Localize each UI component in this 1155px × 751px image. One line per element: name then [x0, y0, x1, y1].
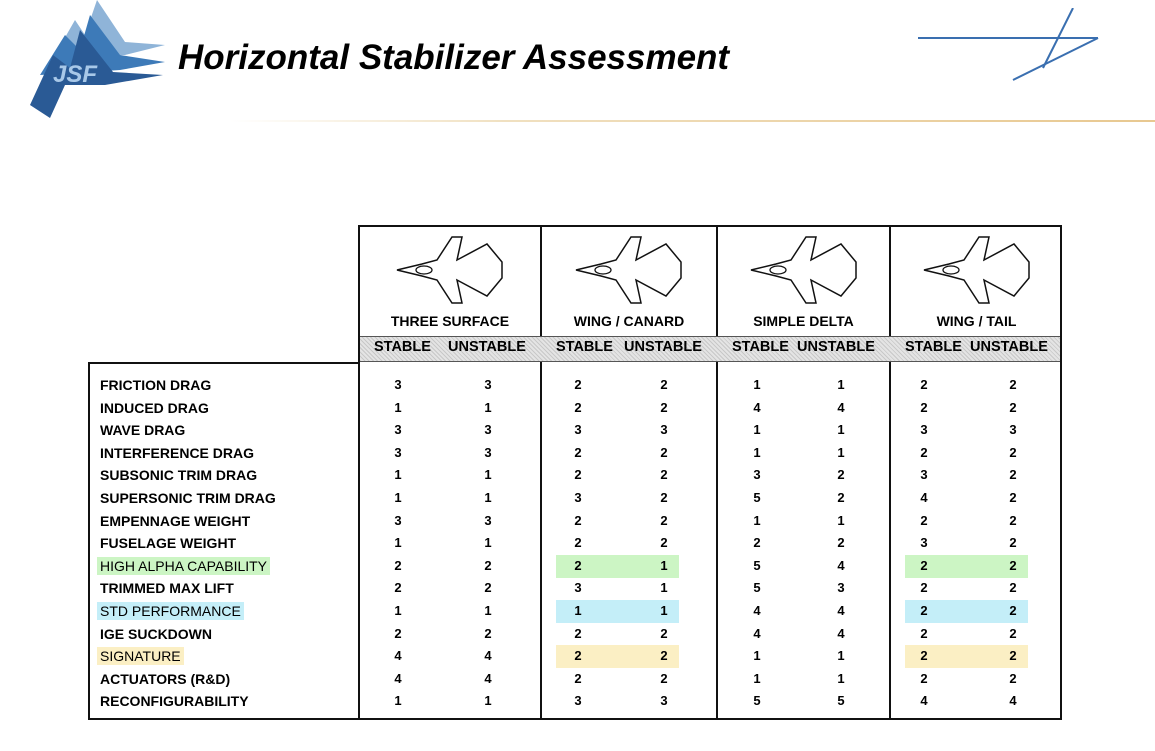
score-cell: 2	[1009, 399, 1017, 415]
criterion-label: INDUCED DRAG	[100, 399, 209, 416]
score-cell: 3	[484, 422, 492, 438]
score-cell: 2	[660, 535, 668, 551]
score-cell: 2	[394, 580, 402, 596]
stable-header: STABLE	[556, 339, 613, 355]
score-cell: 3	[1009, 422, 1017, 438]
score-cell: 2	[1009, 377, 1017, 392]
score-cell: 1	[484, 467, 492, 483]
score-cell: 2	[660, 648, 668, 664]
criterion-label: WAVE DRAG	[100, 422, 186, 439]
column-divider	[889, 225, 891, 720]
score-cell: 1	[394, 603, 402, 618]
score-cell: 5	[837, 693, 845, 709]
score-cell: 2	[1009, 535, 1017, 551]
criterion-label: SUBSONIC TRIM DRAG	[100, 467, 258, 484]
score-cell: 2	[574, 670, 582, 686]
score-cell: 2	[920, 580, 928, 596]
score-cell: 2	[574, 444, 582, 460]
score-cell: 1	[484, 490, 492, 505]
unstable-header: UNSTABLE	[970, 339, 1048, 355]
score-cell: 2	[574, 399, 582, 415]
criterion-label: TRIMMED MAX LIFT	[100, 580, 234, 597]
score-cell: 3	[484, 512, 492, 528]
unstable-header: UNSTABLE	[624, 339, 702, 355]
score-cell: 1	[484, 535, 492, 551]
score-cell: 3	[394, 512, 402, 528]
score-cell: 2	[660, 444, 668, 460]
criterion-label: ACTUATORS (R&D)	[100, 670, 231, 687]
score-cell: 2	[574, 625, 582, 641]
score-cell: 1	[394, 693, 402, 709]
score-cell: 1	[484, 399, 492, 415]
unstable-header: UNSTABLE	[448, 339, 526, 355]
criterion-label: SUPERSONIC TRIM DRAG	[100, 490, 276, 506]
score-cell: 2	[1009, 648, 1017, 664]
score-cell: 2	[484, 580, 492, 596]
score-cell: 1	[837, 422, 845, 438]
score-cell: 2	[1009, 625, 1017, 641]
score-cell: 3	[394, 377, 402, 392]
score-cell: 3	[484, 377, 492, 392]
score-cell: 4	[484, 648, 492, 664]
header-divider	[230, 120, 1155, 122]
score-cell: 2	[837, 490, 845, 505]
score-cell: 3	[574, 422, 582, 438]
score-cell: 4	[837, 625, 845, 641]
configuration-header: WING / TAIL	[936, 313, 1017, 329]
aircraft-planform-icon	[746, 232, 862, 310]
score-cell: 1	[753, 670, 761, 686]
score-cell: 2	[837, 535, 845, 551]
configuration-header: THREE SURFACE	[390, 313, 510, 329]
score-cell: 1	[484, 603, 492, 618]
configuration-header: WING / CANARD	[573, 313, 685, 329]
score-cell: 1	[660, 557, 668, 573]
score-cell: 1	[837, 670, 845, 686]
jsf-logo	[25, 0, 170, 118]
score-cell: 1	[394, 490, 402, 505]
score-cell: 3	[753, 467, 761, 483]
score-cell: 2	[574, 535, 582, 551]
score-cell: 1	[574, 603, 582, 618]
score-cell: 3	[394, 422, 402, 438]
criterion-label: FUSELAGE WEIGHT	[100, 535, 237, 552]
score-cell: 4	[837, 399, 845, 415]
score-cell: 2	[1009, 603, 1017, 618]
score-cell: 2	[484, 557, 492, 573]
score-cell: 1	[837, 648, 845, 664]
score-cell: 4	[394, 670, 402, 686]
score-cell: 2	[660, 670, 668, 686]
score-cell: 2	[920, 399, 928, 415]
score-cell: 4	[837, 557, 845, 573]
score-cell: 2	[660, 467, 668, 483]
score-cell: 1	[484, 693, 492, 709]
score-cell: 4	[837, 603, 845, 618]
score-cell: 3	[574, 580, 582, 596]
criterion-label: INTERFERENCE DRAG	[100, 444, 255, 461]
score-cell: 1	[753, 444, 761, 460]
aircraft-planform-icon	[571, 232, 687, 310]
score-cell: 4	[920, 693, 928, 709]
score-cell: 2	[920, 444, 928, 460]
lockheed-star-logo	[918, 8, 1103, 83]
column-divider	[540, 225, 542, 720]
criterion-label: STD PERFORMANCE	[97, 602, 244, 620]
score-cell: 2	[660, 512, 668, 528]
score-cell: 4	[753, 399, 761, 415]
criterion-label: FRICTION DRAG	[100, 377, 212, 393]
score-cell: 1	[394, 535, 402, 551]
score-cell: 5	[753, 580, 761, 596]
score-cell: 1	[837, 377, 845, 392]
score-cell: 2	[574, 648, 582, 664]
score-cell: 4	[753, 625, 761, 641]
score-cell: 2	[660, 490, 668, 505]
score-cell: 5	[753, 693, 761, 709]
score-cell: 1	[753, 512, 761, 528]
score-cell: 2	[660, 625, 668, 641]
score-cell: 2	[1009, 670, 1017, 686]
criterion-label: IGE SUCKDOWN	[100, 625, 212, 642]
score-cell: 5	[753, 490, 761, 505]
score-cell: 2	[1009, 444, 1017, 460]
score-cell: 1	[837, 444, 845, 460]
stable-header: STABLE	[905, 339, 962, 355]
score-cell: 1	[753, 648, 761, 664]
score-cell: 1	[660, 603, 668, 618]
score-cell: 2	[1009, 490, 1017, 505]
score-cell: 2	[1009, 467, 1017, 483]
score-cell: 1	[753, 422, 761, 438]
score-cell: 3	[660, 693, 668, 709]
unstable-header: UNSTABLE	[797, 339, 875, 355]
column-divider	[716, 225, 718, 720]
score-cell: 1	[837, 512, 845, 528]
score-cell: 4	[753, 603, 761, 618]
score-cell: 2	[574, 377, 582, 392]
criterion-label: RECONFIGURABILITY	[100, 693, 249, 710]
score-cell: 4	[394, 648, 402, 664]
score-cell: 1	[394, 399, 402, 415]
aircraft-planform-icon	[392, 232, 508, 310]
score-cell: 3	[837, 580, 845, 596]
criterion-label: EMPENNAGE WEIGHT	[100, 512, 251, 529]
stable-header: STABLE	[732, 339, 789, 355]
score-cell: 2	[1009, 512, 1017, 528]
score-cell: 4	[1009, 693, 1017, 709]
score-cell: 2	[574, 557, 582, 573]
page-title: Horizontal Stabilizer Assessment	[178, 38, 730, 77]
score-cell: 2	[837, 467, 845, 483]
score-cell: 5	[753, 557, 761, 573]
score-cell: 2	[753, 535, 761, 551]
score-cell: 2	[394, 557, 402, 573]
score-cell: 3	[484, 444, 492, 460]
score-cell: 4	[484, 670, 492, 686]
score-cell: 2	[1009, 580, 1017, 596]
score-cell: 2	[660, 399, 668, 415]
configuration-header: SIMPLE DELTA	[753, 313, 854, 329]
score-cell: 2	[920, 625, 928, 641]
score-cell: 3	[920, 467, 928, 483]
score-cell: 2	[920, 512, 928, 528]
score-cell: 2	[920, 557, 928, 573]
score-cell: 2	[920, 648, 928, 664]
score-cell: 3	[574, 693, 582, 709]
score-cell: 2	[574, 512, 582, 528]
stable-header: STABLE	[374, 339, 431, 355]
score-cell: 2	[484, 625, 492, 641]
score-cell: 2	[920, 670, 928, 686]
score-cell: 3	[920, 535, 928, 551]
criterion-label: SIGNATURE	[97, 647, 184, 665]
score-cell: 2	[920, 377, 928, 392]
score-cell: 3	[574, 490, 582, 505]
score-cell: 2	[660, 377, 668, 392]
score-cell: 4	[920, 490, 928, 505]
aircraft-planform-icon	[919, 232, 1035, 310]
score-cell: 1	[394, 467, 402, 483]
score-cell: 1	[753, 377, 761, 392]
score-cell: 2	[394, 625, 402, 641]
score-cell: 3	[394, 444, 402, 460]
criterion-label: HIGH ALPHA CAPABILITY	[97, 557, 270, 575]
score-cell: 1	[660, 580, 668, 596]
score-cell: 2	[1009, 557, 1017, 573]
score-cell: 3	[660, 422, 668, 438]
score-cell: 2	[574, 467, 582, 483]
svg-text:JSF: JSF	[53, 61, 98, 88]
score-cell: 2	[920, 603, 928, 618]
score-cell: 3	[920, 422, 928, 438]
